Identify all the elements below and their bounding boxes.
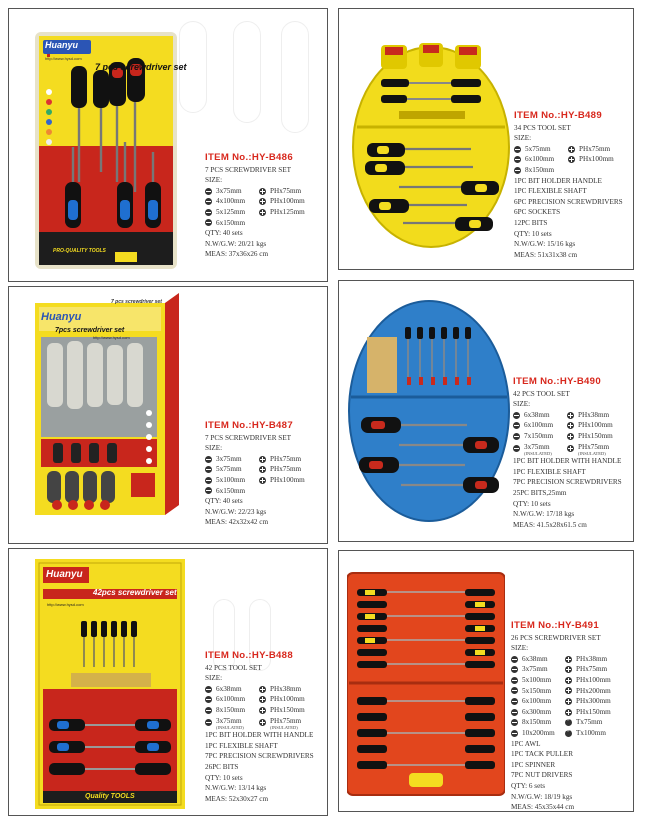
slotted-bit-icon bbox=[205, 696, 212, 703]
size-entry bbox=[511, 686, 561, 697]
size-value: 6x150mm bbox=[216, 486, 246, 495]
product-panel-hy-b489 bbox=[338, 8, 634, 270]
meas: MEAS: 42x32x42 cm bbox=[205, 518, 269, 527]
qty: QTY: 10 sets bbox=[205, 773, 243, 782]
yellow-tool-case-icon bbox=[351, 39, 511, 254]
meas: MEAS: 41.5x28x61.5 cm bbox=[513, 520, 587, 529]
meas: MEAS: 51x31x38 cm bbox=[514, 250, 578, 259]
package-tagline: 7pcs screwdriver set bbox=[55, 327, 125, 334]
phillips-bit-icon bbox=[567, 445, 574, 452]
size-entry bbox=[259, 196, 319, 207]
item-number: ITEM No.:HY-B490 bbox=[513, 376, 601, 387]
size-entry bbox=[259, 716, 319, 731]
size-entry bbox=[205, 716, 255, 731]
ghost-handle bbox=[281, 21, 309, 133]
size-value: PHx75mm bbox=[270, 465, 302, 474]
package-url: http://www.hysd.com bbox=[47, 602, 84, 607]
phillips-bit-icon bbox=[565, 656, 572, 663]
size-entry bbox=[205, 475, 255, 486]
slotted-bit-icon bbox=[513, 412, 520, 419]
product-image-hy-b490 bbox=[347, 297, 511, 525]
phillips-bit-icon bbox=[259, 696, 266, 703]
size-value: 8x150mm bbox=[525, 165, 555, 174]
size-value: Tx75mm bbox=[576, 718, 603, 727]
slotted-bit-icon bbox=[205, 686, 212, 693]
size-value: 6x38mm bbox=[524, 410, 550, 419]
product-panel-hy-b488 bbox=[8, 548, 328, 816]
size-entry bbox=[205, 207, 255, 218]
size-entry bbox=[205, 186, 255, 197]
size-value: PHx75mm bbox=[270, 186, 302, 195]
extra-item: 12PC BITS bbox=[514, 218, 548, 227]
size-value: PHx38mm bbox=[576, 654, 608, 663]
size-entry bbox=[205, 218, 255, 229]
item-number: ITEM No.:HY-B491 bbox=[511, 620, 599, 631]
phillips-bit-icon bbox=[259, 198, 266, 205]
slotted-bit-icon bbox=[511, 656, 518, 663]
size-value: PHx75mm bbox=[270, 454, 302, 463]
slotted-bit-icon bbox=[205, 219, 212, 226]
size-entry bbox=[567, 442, 627, 457]
size-entry bbox=[259, 207, 319, 218]
size-entry bbox=[205, 684, 255, 695]
size-list bbox=[205, 454, 325, 496]
size-value: 3x75mm bbox=[216, 186, 242, 195]
size-entry bbox=[565, 728, 625, 739]
size-label: SIZE: bbox=[513, 400, 531, 409]
size-entry bbox=[205, 694, 255, 705]
orange-tool-case-icon bbox=[347, 567, 505, 797]
extras-list bbox=[513, 456, 633, 498]
size-value: 6x100mm bbox=[525, 155, 555, 164]
size-value: 6x100mm bbox=[216, 695, 246, 704]
extra-item: 26PC BITS bbox=[205, 762, 239, 771]
size-entry bbox=[567, 431, 627, 442]
product-image-hy-b489 bbox=[351, 39, 511, 254]
size-label: SIZE: bbox=[205, 176, 223, 185]
package-brand: Huanyu bbox=[46, 569, 83, 580]
extras-list bbox=[514, 176, 632, 229]
slotted-bit-icon bbox=[513, 422, 520, 429]
size-value: PHx100mm bbox=[270, 197, 305, 206]
product-panel-hy-b486 bbox=[8, 8, 328, 282]
set-title: 42 PCS TOOL SET bbox=[205, 663, 262, 672]
package-tagline: 42pcs screwdriver set bbox=[93, 588, 177, 597]
package-brand: Huanyu bbox=[41, 311, 82, 323]
qty: QTY: 10 sets bbox=[514, 229, 552, 238]
extra-item: 1PC SPINNER bbox=[511, 760, 556, 769]
extra-item: 25PC BITS,25mm bbox=[513, 488, 567, 497]
package-url: http://www.hysd.com bbox=[45, 56, 82, 61]
size-list bbox=[511, 654, 633, 739]
size-value: 5x100mm bbox=[522, 675, 552, 684]
size-value: 8x150mm bbox=[216, 705, 246, 714]
phillips-bit-icon bbox=[565, 687, 572, 694]
slotted-bit-icon bbox=[511, 677, 518, 684]
size-entry bbox=[513, 442, 563, 457]
package-url: http://www.hysd.com bbox=[93, 335, 130, 340]
size-entry bbox=[205, 454, 255, 465]
size-value: 4x100mm bbox=[216, 197, 246, 206]
size-value: PHx38mm bbox=[578, 410, 610, 419]
size-entry bbox=[514, 165, 564, 176]
size-value: PHx150mm bbox=[578, 431, 613, 440]
nw-gw: N.W/G.W: 15/16 kgs bbox=[514, 240, 576, 249]
insulated-note: (INSULATED) bbox=[270, 725, 298, 731]
size-entry bbox=[565, 707, 625, 718]
nw-gw: N.W/G.W: 13/14 kgs bbox=[205, 784, 267, 793]
size-entry bbox=[568, 154, 628, 165]
torx-bit-icon bbox=[565, 730, 572, 737]
size-value: 3x75mm bbox=[522, 665, 548, 674]
size-entry bbox=[565, 664, 625, 675]
size-value: 3x75mm bbox=[216, 716, 242, 725]
size-entry bbox=[205, 464, 255, 475]
size-value: PHx100mm bbox=[270, 475, 305, 484]
size-entry bbox=[205, 196, 255, 207]
slotted-bit-icon bbox=[511, 709, 518, 716]
meas: MEAS: 45x35x44 cm bbox=[511, 803, 575, 812]
qty: QTY: 10 sets bbox=[513, 499, 551, 508]
extra-item: 7PC PRECISION SCREWDRIVERS bbox=[513, 478, 622, 487]
phillips-bit-icon bbox=[568, 146, 575, 153]
set-title: 7 PCS SCREWDRIVER SET bbox=[205, 165, 292, 174]
slotted-bit-icon bbox=[511, 666, 518, 673]
size-value: PHx100mm bbox=[579, 155, 614, 164]
slotted-bit-icon bbox=[514, 167, 521, 174]
extra-item: 1PC BIT HOLDER WITH HANDLE bbox=[513, 457, 622, 466]
item-number: ITEM No.:HY-B489 bbox=[514, 110, 602, 121]
blue-tool-case-icon bbox=[347, 297, 511, 525]
item-number: ITEM No.:HY-B487 bbox=[205, 420, 293, 431]
slotted-bit-icon bbox=[205, 477, 212, 484]
size-entry bbox=[565, 675, 625, 686]
phillips-bit-icon bbox=[567, 422, 574, 429]
slotted-bit-icon bbox=[205, 487, 212, 494]
item-number: ITEM No.:HY-B486 bbox=[205, 152, 293, 163]
size-value: PHx100mm bbox=[576, 675, 611, 684]
size-value: PHx100mm bbox=[270, 695, 305, 704]
size-entry bbox=[205, 705, 255, 716]
size-entry bbox=[259, 705, 319, 716]
package-footer: Quality TOOLS bbox=[85, 793, 135, 800]
size-label: SIZE: bbox=[205, 674, 223, 683]
phillips-bit-icon bbox=[259, 466, 266, 473]
package-tagline: 7 pcs screwdriver set bbox=[95, 62, 187, 72]
phillips-bit-icon bbox=[567, 433, 574, 440]
size-label: SIZE: bbox=[514, 134, 532, 143]
extra-item: 1PC FLEXIBLE SHAFT bbox=[514, 187, 587, 196]
size-value: 5x125mm bbox=[216, 207, 246, 216]
slotted-bit-icon bbox=[205, 198, 212, 205]
nw-gw: N.W/G.W: 17/18 kgs bbox=[513, 510, 575, 519]
extra-item: 1PC FLEXIBLE SHAFT bbox=[513, 467, 586, 476]
size-entry bbox=[565, 696, 625, 707]
size-list bbox=[513, 410, 633, 456]
size-value: 3x75mm bbox=[524, 442, 550, 451]
extra-item: 1PC BIT HOLDER HANDLE bbox=[514, 176, 602, 185]
extra-item: 7PC NUT DRIVERS bbox=[511, 771, 573, 780]
slotted-bit-icon bbox=[511, 719, 518, 726]
product-panel-hy-b487 bbox=[8, 286, 328, 544]
size-entry bbox=[511, 707, 561, 718]
size-value: PHx150mm bbox=[270, 705, 305, 714]
size-list bbox=[205, 684, 327, 730]
package-brand: Huanyu bbox=[45, 40, 79, 50]
extra-item: 7PC PRECISION SCREWDRIVERS bbox=[205, 752, 314, 761]
slotted-bit-icon bbox=[205, 188, 212, 195]
size-entry bbox=[259, 464, 319, 475]
slotted-bit-icon bbox=[511, 687, 518, 694]
phillips-bit-icon bbox=[568, 156, 575, 163]
size-entry bbox=[565, 686, 625, 697]
extras-list bbox=[205, 730, 327, 772]
size-value: PHx75mm bbox=[270, 716, 302, 725]
extra-item: 1PC AWL bbox=[511, 739, 541, 748]
slotted-bit-icon bbox=[205, 456, 212, 463]
extra-item: 1PC FLEXIBLE SHAFT bbox=[205, 741, 278, 750]
slotted-bit-icon bbox=[513, 445, 520, 452]
product-image-hy-b486 bbox=[35, 32, 187, 269]
size-entry bbox=[511, 696, 561, 707]
product-image-hy-b491 bbox=[347, 567, 505, 797]
product-panel-hy-b490 bbox=[338, 280, 634, 542]
item-number: ITEM No.:HY-B488 bbox=[205, 650, 293, 661]
size-entry bbox=[259, 475, 319, 486]
set-title: 42 PCS TOOL SET bbox=[513, 389, 570, 398]
package-footer: PRO-QUALITY TOOLS bbox=[53, 248, 106, 254]
size-value: 6x38mm bbox=[522, 654, 548, 663]
slotted-bit-icon bbox=[514, 156, 521, 163]
ghost-handle bbox=[233, 21, 261, 123]
size-entry bbox=[259, 186, 319, 197]
slotted-bit-icon bbox=[205, 707, 212, 714]
product-panel-hy-b491 bbox=[338, 550, 634, 812]
product-image-hy-b487 bbox=[35, 293, 179, 518]
size-value: 5x75mm bbox=[525, 144, 551, 153]
size-value: 5x100mm bbox=[216, 475, 246, 484]
slotted-bit-icon bbox=[514, 146, 521, 153]
phillips-bit-icon bbox=[259, 707, 266, 714]
size-entry bbox=[511, 717, 561, 728]
size-list bbox=[514, 144, 632, 176]
product-info-hy-b491 bbox=[511, 621, 633, 812]
phillips-bit-icon bbox=[565, 709, 572, 716]
size-entry bbox=[511, 654, 561, 665]
nw-gw: N.W/G.W: 22/23 kgs bbox=[205, 507, 267, 516]
slotted-bit-icon bbox=[511, 698, 518, 705]
extra-item: 6PC PRECISION SCREWDRIVERS bbox=[514, 197, 623, 206]
extra-item: 6PC SOCKETS bbox=[514, 208, 561, 217]
set-title: 26 PCS SCREWDRIVER SET bbox=[511, 633, 601, 642]
size-value: 6x100mm bbox=[522, 697, 552, 706]
size-value: 10x200mm bbox=[522, 728, 555, 737]
slotted-bit-icon bbox=[511, 730, 518, 737]
qty: QTY: 6 sets bbox=[511, 781, 546, 790]
size-entry bbox=[568, 144, 628, 155]
set-title: 7 PCS SCREWDRIVER SET bbox=[205, 433, 292, 442]
phillips-bit-icon bbox=[259, 209, 266, 216]
size-entry bbox=[514, 144, 564, 155]
phillips-bit-icon bbox=[259, 456, 266, 463]
insulated-note: (INSULATED) bbox=[216, 725, 244, 731]
phillips-bit-icon bbox=[259, 477, 266, 484]
set-title: 34 PCS TOOL SET bbox=[514, 123, 571, 132]
size-entry bbox=[513, 420, 563, 431]
size-entry bbox=[513, 410, 563, 421]
size-entry bbox=[511, 728, 561, 739]
qty: QTY: 40 sets bbox=[205, 229, 243, 238]
size-value: 5x75mm bbox=[216, 465, 242, 474]
phillips-bit-icon bbox=[259, 188, 266, 195]
meas: MEAS: 52x30x27 cm bbox=[205, 794, 269, 803]
size-value: 6x150mm bbox=[216, 218, 246, 227]
meas: MEAS: 37x36x26 cm bbox=[205, 250, 269, 259]
size-value: PHx300mm bbox=[576, 697, 611, 706]
size-value: 8x150mm bbox=[522, 718, 552, 727]
size-entry bbox=[513, 431, 563, 442]
phillips-bit-icon bbox=[565, 698, 572, 705]
size-label: SIZE: bbox=[205, 444, 223, 453]
size-entry bbox=[514, 154, 564, 165]
extras-list bbox=[511, 739, 633, 781]
extra-item: 1PC TACK PULLER bbox=[511, 750, 573, 759]
product-image-hy-b488 bbox=[35, 559, 185, 809]
slotted-bit-icon bbox=[513, 433, 520, 440]
size-value: PHx150mm bbox=[576, 707, 611, 716]
size-entry bbox=[567, 420, 627, 431]
size-value: 6x38mm bbox=[216, 684, 242, 693]
phillips-bit-icon bbox=[259, 686, 266, 693]
package-side-text: 7 pcs screwdriver set bbox=[111, 299, 162, 305]
size-value: PHx75mm bbox=[578, 442, 610, 451]
phillips-bit-icon bbox=[565, 666, 572, 673]
size-entry bbox=[259, 684, 319, 695]
product-info-hy-b489 bbox=[514, 111, 632, 260]
size-value: 7x150mm bbox=[524, 431, 554, 440]
torx-bit-icon bbox=[565, 719, 572, 726]
size-entry bbox=[511, 664, 561, 675]
nw-gw: N.W/G.W: 18/19 kgs bbox=[511, 792, 573, 801]
size-entry bbox=[259, 454, 319, 465]
slotted-bit-icon bbox=[205, 719, 212, 726]
phillips-bit-icon bbox=[259, 719, 266, 726]
product-info-hy-b486 bbox=[205, 153, 325, 260]
insulated-note: (INSULATED) bbox=[524, 451, 552, 457]
size-value: 3x75mm bbox=[216, 454, 242, 463]
size-entry bbox=[567, 410, 627, 421]
phillips-bit-icon bbox=[565, 677, 572, 684]
nw-gw: N.W/G.W: 20/21 kgs bbox=[205, 239, 267, 248]
size-value: PHx38mm bbox=[270, 684, 302, 693]
size-entry bbox=[259, 694, 319, 705]
size-value: PHx125mm bbox=[270, 207, 305, 216]
size-value: PHx100mm bbox=[578, 421, 613, 430]
product-info-hy-b490 bbox=[513, 377, 633, 530]
size-entry bbox=[565, 654, 625, 665]
size-entry bbox=[511, 675, 561, 686]
slotted-bit-icon bbox=[205, 209, 212, 216]
size-value: 6x300mm bbox=[522, 707, 552, 716]
size-value: PHx75mm bbox=[579, 144, 611, 153]
insulated-note: (INSULATED) bbox=[578, 451, 606, 457]
slotted-bit-icon bbox=[205, 466, 212, 473]
product-info-hy-b487 bbox=[205, 421, 325, 528]
size-label: SIZE: bbox=[511, 644, 529, 653]
size-value: Tx100mm bbox=[576, 728, 606, 737]
size-value: 6x100mm bbox=[524, 421, 554, 430]
phillips-bit-icon bbox=[567, 412, 574, 419]
size-list bbox=[205, 186, 325, 228]
extra-item: 1PC BIT HOLDER WITH HANDLE bbox=[205, 731, 314, 740]
product-info-hy-b488 bbox=[205, 651, 327, 804]
size-value: 5x150mm bbox=[522, 686, 552, 695]
size-value: PHx75mm bbox=[576, 665, 608, 674]
qty: QTY: 40 sets bbox=[205, 497, 243, 506]
size-entry bbox=[205, 486, 255, 497]
size-value: PHx200mm bbox=[576, 686, 611, 695]
size-entry bbox=[565, 717, 625, 728]
